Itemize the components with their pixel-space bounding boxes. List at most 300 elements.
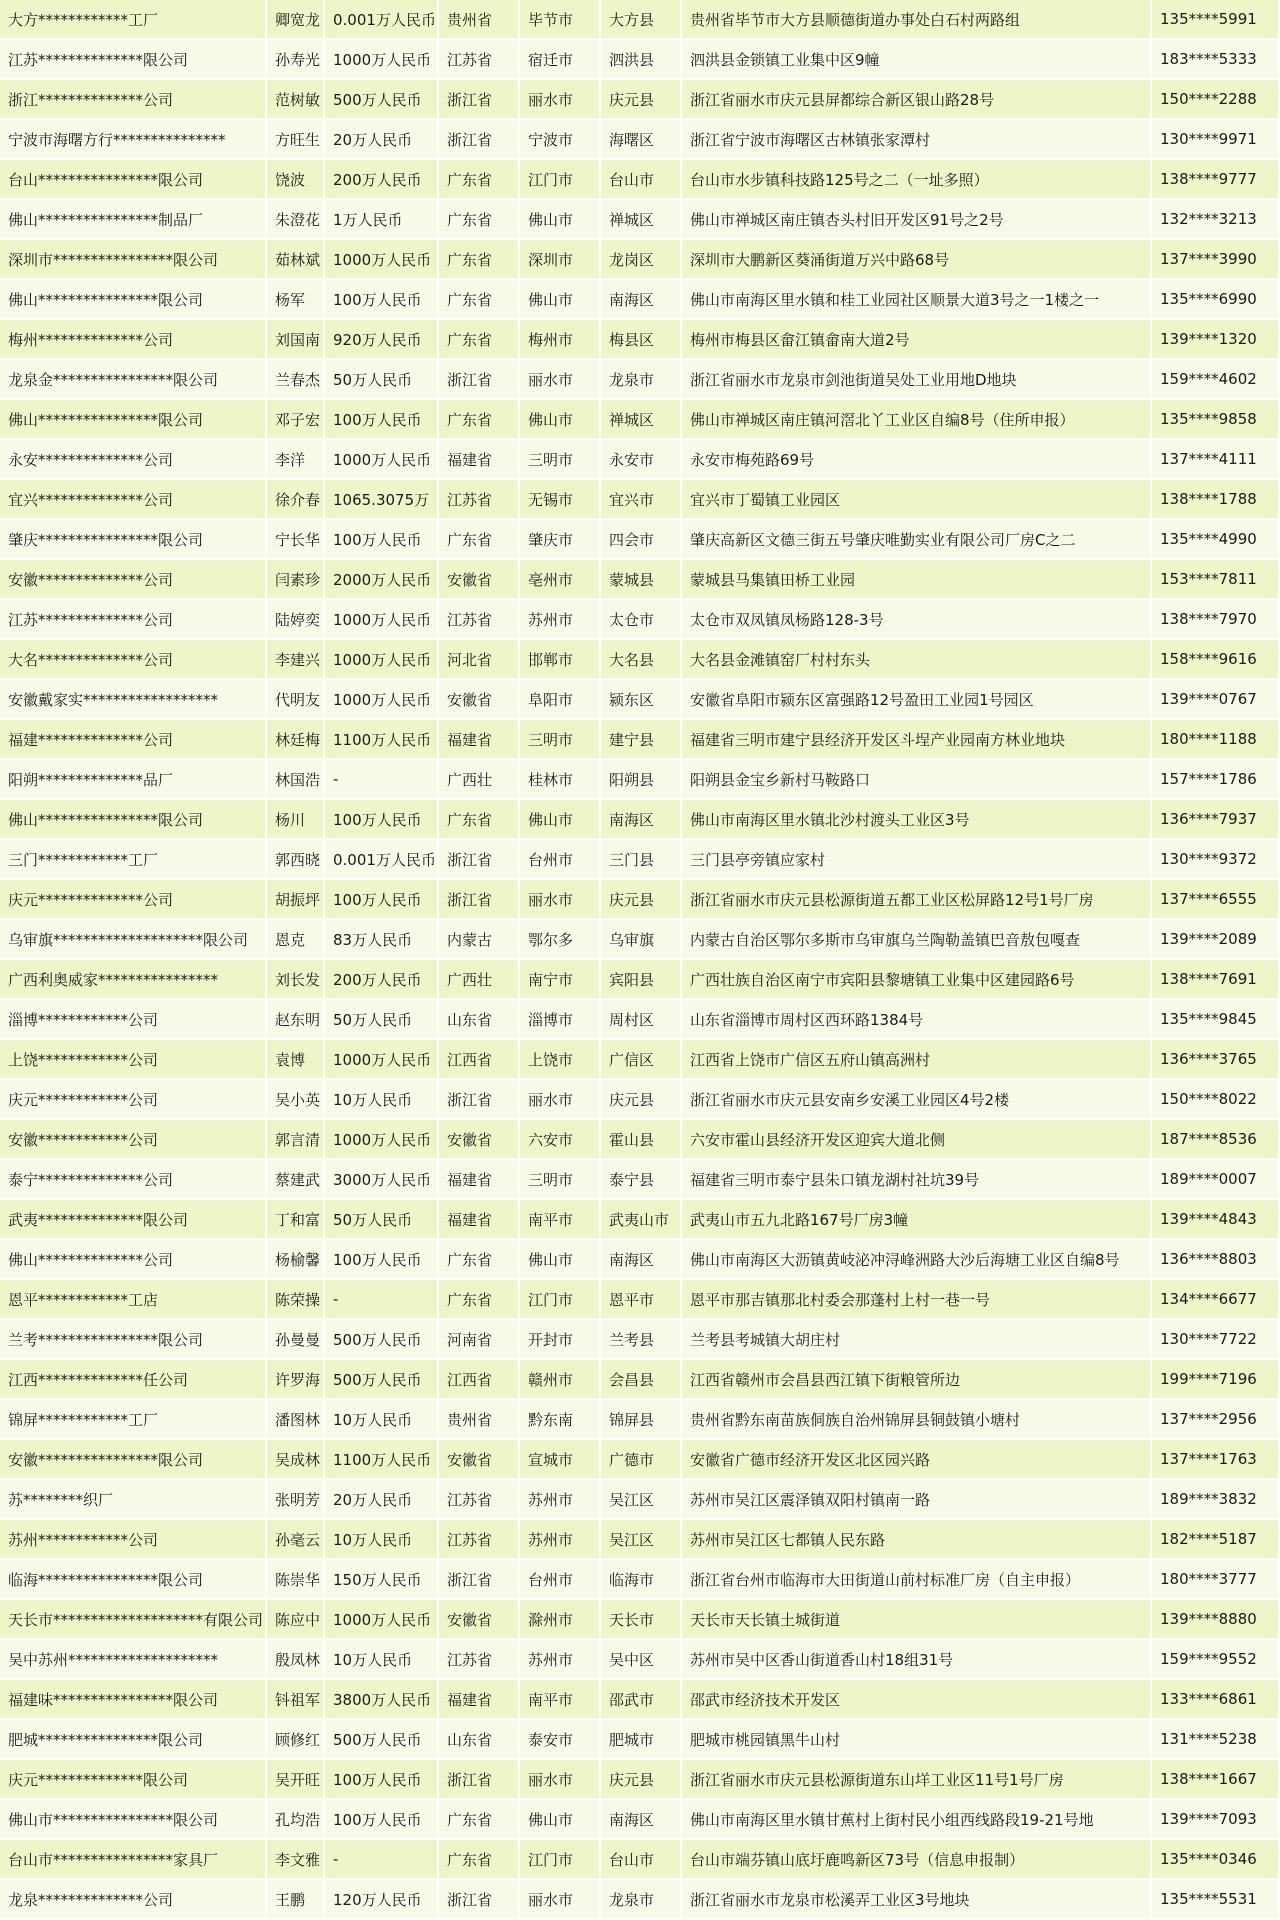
- address-cell: 江西省上饶市广信区五府山镇高洲村: [682, 1040, 1152, 1080]
- address-cell: 浙江省宁波市海曙区古林镇张家潭村: [682, 120, 1152, 160]
- phone-cell: 150****8022: [1152, 1080, 1280, 1120]
- table-row: [0, 1080, 1280, 1120]
- legal-person-cell: 孙寿光: [267, 40, 325, 80]
- district-cell: 南海区: [601, 1240, 682, 1280]
- legal-person-cell: 兰春杰: [267, 360, 325, 400]
- registered-capital-cell: 200万人民币: [325, 960, 439, 1000]
- district-cell: 恩平市: [601, 1280, 682, 1320]
- table-row: [0, 1280, 1280, 1320]
- phone-cell: 158****9616: [1152, 640, 1280, 680]
- district-cell: 宾阳县: [601, 960, 682, 1000]
- province-cell: 浙江省: [439, 1760, 520, 1800]
- province-cell: 江苏省: [439, 600, 520, 640]
- legal-person-cell: 饶波: [267, 160, 325, 200]
- address-cell: 佛山市禅城区南庄镇河滘北丫工业区自编8号（住所申报）: [682, 400, 1152, 440]
- table-row: [0, 1760, 1280, 1800]
- phone-cell: 139****4843: [1152, 1200, 1280, 1240]
- address-cell: 台山市端芬镇山底圩鹿鸣新区73号（信息申报制）: [682, 1840, 1152, 1880]
- company-name-cell: 梅州**************公司: [0, 320, 267, 360]
- legal-person-cell: 郭言清: [267, 1120, 325, 1160]
- address-cell: 阳朔县金宝乡新村马鞍路口: [682, 760, 1152, 800]
- legal-person-cell: 陆婷奕: [267, 600, 325, 640]
- province-cell: 江西省: [439, 1360, 520, 1400]
- province-cell: 广东省: [439, 400, 520, 440]
- address-cell: 山东省淄博市周村区西环路1384号: [682, 1000, 1152, 1040]
- city-cell: 宣城市: [520, 1440, 601, 1480]
- district-cell: 永安市: [601, 440, 682, 480]
- address-cell: 蒙城县马集镇田桥工业园: [682, 560, 1152, 600]
- address-cell: 浙江省丽水市龙泉市剑池街道吴处工业用地D地块: [682, 360, 1152, 400]
- registered-capital-cell: 0.001万人民币: [325, 0, 439, 40]
- company-name-cell: 台山市****************家具厂: [0, 1840, 267, 1880]
- district-cell: 庆元县: [601, 1080, 682, 1120]
- table-row: [0, 1600, 1280, 1640]
- table-row: [0, 80, 1280, 120]
- phone-cell: 135****9858: [1152, 400, 1280, 440]
- legal-person-cell: 王鹏: [267, 1880, 325, 1920]
- address-cell: 肥城市桃园镇黑牛山村: [682, 1720, 1152, 1760]
- table-row: [0, 760, 1280, 800]
- table-row: [0, 280, 1280, 320]
- phone-cell: 137****2956: [1152, 1400, 1280, 1440]
- address-cell: 恩平市那吉镇那北村委会那蓬村上村一巷一号: [682, 1280, 1152, 1320]
- city-cell: 佛山市: [520, 400, 601, 440]
- phone-cell: 139****7093: [1152, 1800, 1280, 1840]
- registered-capital-cell: 3000万人民币: [325, 1160, 439, 1200]
- city-cell: 无锡市: [520, 480, 601, 520]
- district-cell: 梅县区: [601, 320, 682, 360]
- table-row: [0, 1160, 1280, 1200]
- table-row: [0, 360, 1280, 400]
- phone-cell: 135****0346: [1152, 1840, 1280, 1880]
- table-row: [0, 1800, 1280, 1840]
- company-name-cell: 淄博************公司: [0, 1000, 267, 1040]
- address-cell: 浙江省台州市临海市大田街道山前村标准厂房（自主申报）: [682, 1560, 1152, 1600]
- address-cell: 佛山市禅城区南庄镇杏头村旧开发区91号之2号: [682, 200, 1152, 240]
- district-cell: 建宁县: [601, 720, 682, 760]
- city-cell: 三明市: [520, 720, 601, 760]
- registered-capital-cell: 1000万人民币: [325, 1600, 439, 1640]
- phone-cell: 199****7196: [1152, 1360, 1280, 1400]
- city-cell: 开封市: [520, 1320, 601, 1360]
- registered-capital-cell: 1000万人民币: [325, 600, 439, 640]
- legal-person-cell: 赵东明: [267, 1000, 325, 1040]
- address-cell: 兰考县考城镇大胡庄村: [682, 1320, 1152, 1360]
- city-cell: 鄂尔多: [520, 920, 601, 960]
- legal-person-cell: 张明芳: [267, 1480, 325, 1520]
- address-cell: 苏州市吴江区震泽镇双阳村镇南一路: [682, 1480, 1152, 1520]
- city-cell: 南平市: [520, 1200, 601, 1240]
- phone-cell: 180****3777: [1152, 1560, 1280, 1600]
- company-name-cell: 临海****************限公司: [0, 1560, 267, 1600]
- company-name-cell: 福建味****************限公司: [0, 1680, 267, 1720]
- address-cell: 六安市霍山县经济开发区迎宾大道北侧: [682, 1120, 1152, 1160]
- company-name-cell: 吴中苏州********************: [0, 1640, 267, 1680]
- table-row: [0, 1520, 1280, 1560]
- phone-cell: 132****3213: [1152, 200, 1280, 240]
- city-cell: 梅州市: [520, 320, 601, 360]
- city-cell: 桂林市: [520, 760, 601, 800]
- company-name-cell: 佛山市****************限公司: [0, 1800, 267, 1840]
- phone-cell: 137****1763: [1152, 1440, 1280, 1480]
- phone-cell: 182****5187: [1152, 1520, 1280, 1560]
- legal-person-cell: 刘国南: [267, 320, 325, 360]
- province-cell: 山东省: [439, 1000, 520, 1040]
- legal-person-cell: 陈崇华: [267, 1560, 325, 1600]
- table-row: [0, 640, 1280, 680]
- legal-person-cell: 邓子宏: [267, 400, 325, 440]
- registered-capital-cell: 100万人民币: [325, 1800, 439, 1840]
- legal-person-cell: 徐介春: [267, 480, 325, 520]
- company-name-cell: 锦屏************工厂: [0, 1400, 267, 1440]
- city-cell: 淄博市: [520, 1000, 601, 1040]
- province-cell: 广西壮: [439, 760, 520, 800]
- table-row: [0, 1440, 1280, 1480]
- company-name-cell: 三门************工厂: [0, 840, 267, 880]
- address-cell: 广西壮族自治区南宁市宾阳县黎塘镇工业集中区建园路6号: [682, 960, 1152, 1000]
- district-cell: 肥城市: [601, 1720, 682, 1760]
- city-cell: 邯郸市: [520, 640, 601, 680]
- address-cell: 邵武市经济技术开发区: [682, 1680, 1152, 1720]
- address-cell: 浙江省丽水市庆元县松源街道五都工业区松屏路12号1号厂房: [682, 880, 1152, 920]
- company-name-cell: 泰宁**************公司: [0, 1160, 267, 1200]
- legal-person-cell: 卿宽龙: [267, 0, 325, 40]
- phone-cell: 150****2288: [1152, 80, 1280, 120]
- phone-cell: 138****7691: [1152, 960, 1280, 1000]
- address-cell: 三门县亭旁镇应家村: [682, 840, 1152, 880]
- registered-capital-cell: -: [325, 1840, 439, 1880]
- address-cell: 大名县金滩镇窑厂村村东头: [682, 640, 1152, 680]
- table-row: [0, 1400, 1280, 1440]
- registered-capital-cell: 10万人民币: [325, 1080, 439, 1120]
- registered-capital-cell: 100万人民币: [325, 880, 439, 920]
- registered-capital-cell: 100万人民币: [325, 400, 439, 440]
- district-cell: 龙泉市: [601, 1880, 682, 1920]
- district-cell: 广信区: [601, 1040, 682, 1080]
- table-row: [0, 1120, 1280, 1160]
- table-row: [0, 200, 1280, 240]
- registered-capital-cell: -: [325, 760, 439, 800]
- address-cell: 福建省三明市泰宁县朱口镇龙湖村社坑39号: [682, 1160, 1152, 1200]
- table-row: [0, 520, 1280, 560]
- district-cell: 三门县: [601, 840, 682, 880]
- province-cell: 浙江省: [439, 120, 520, 160]
- registered-capital-cell: 100万人民币: [325, 280, 439, 320]
- province-cell: 福建省: [439, 1200, 520, 1240]
- legal-person-cell: 孔均浩: [267, 1800, 325, 1840]
- city-cell: 苏州市: [520, 1520, 601, 1560]
- phone-cell: 137****4111: [1152, 440, 1280, 480]
- address-cell: 武夷山市五九北路167号厂房3幢: [682, 1200, 1152, 1240]
- registered-capital-cell: -: [325, 1280, 439, 1320]
- registered-capital-cell: 100万人民币: [325, 1240, 439, 1280]
- district-cell: 临海市: [601, 1560, 682, 1600]
- province-cell: 浙江省: [439, 1560, 520, 1600]
- registered-capital-cell: 1000万人民币: [325, 440, 439, 480]
- address-cell: 佛山市南海区里水镇甘蕉村上街村民小组西线路段19-21号地: [682, 1800, 1152, 1840]
- company-name-cell: 龙泉金****************限公司: [0, 360, 267, 400]
- city-cell: 丽水市: [520, 1760, 601, 1800]
- city-cell: 台州市: [520, 1560, 601, 1600]
- city-cell: 肇庆市: [520, 520, 601, 560]
- company-name-cell: 兰考****************限公司: [0, 1320, 267, 1360]
- district-cell: 天长市: [601, 1600, 682, 1640]
- registered-capital-cell: 1000万人民币: [325, 40, 439, 80]
- province-cell: 河南省: [439, 1320, 520, 1360]
- district-cell: 邵武市: [601, 1680, 682, 1720]
- district-cell: 四会市: [601, 520, 682, 560]
- registered-capital-cell: 83万人民币: [325, 920, 439, 960]
- city-cell: 佛山市: [520, 200, 601, 240]
- district-cell: 霍山县: [601, 1120, 682, 1160]
- district-cell: 吴中区: [601, 1640, 682, 1680]
- district-cell: 蒙城县: [601, 560, 682, 600]
- legal-person-cell: 刘长发: [267, 960, 325, 1000]
- province-cell: 广东省: [439, 240, 520, 280]
- phone-cell: 139****0767: [1152, 680, 1280, 720]
- table-row: [0, 1880, 1280, 1920]
- province-cell: 安徽省: [439, 680, 520, 720]
- city-cell: 赣州市: [520, 1360, 601, 1400]
- registered-capital-cell: 2000万人民币: [325, 560, 439, 600]
- address-cell: 浙江省丽水市庆元县松源街道东山垟工业区11号1号厂房: [682, 1760, 1152, 1800]
- city-cell: 丽水市: [520, 880, 601, 920]
- registered-capital-cell: 1000万人民币: [325, 1120, 439, 1160]
- registered-capital-cell: 50万人民币: [325, 1000, 439, 1040]
- city-cell: 亳州市: [520, 560, 601, 600]
- district-cell: 海曙区: [601, 120, 682, 160]
- phone-cell: 157****1786: [1152, 760, 1280, 800]
- city-cell: 丽水市: [520, 1880, 601, 1920]
- table-row: [0, 920, 1280, 960]
- district-cell: 大名县: [601, 640, 682, 680]
- district-cell: 会昌县: [601, 1360, 682, 1400]
- table-row: [0, 720, 1280, 760]
- company-name-cell: 肥城****************限公司: [0, 1720, 267, 1760]
- registered-capital-cell: 10万人民币: [325, 1520, 439, 1560]
- province-cell: 广东省: [439, 320, 520, 360]
- province-cell: 浙江省: [439, 1080, 520, 1120]
- phone-cell: 139****2089: [1152, 920, 1280, 960]
- company-name-cell: 天长市********************有限公司: [0, 1600, 267, 1640]
- table-row: [0, 1720, 1280, 1760]
- registered-capital-cell: 500万人民币: [325, 1360, 439, 1400]
- company-name-cell: 大名**************公司: [0, 640, 267, 680]
- address-cell: 江西省赣州市会昌县西江镇下街粮管所边: [682, 1360, 1152, 1400]
- address-cell: 佛山市南海区里水镇北沙村渡头工业区3号: [682, 800, 1152, 840]
- table-row: [0, 1640, 1280, 1680]
- district-cell: 龙泉市: [601, 360, 682, 400]
- company-name-cell: 江西**************任公司: [0, 1360, 267, 1400]
- phone-cell: 159****4602: [1152, 360, 1280, 400]
- company-name-cell: 乌审旗********************限公司: [0, 920, 267, 960]
- district-cell: 南海区: [601, 280, 682, 320]
- city-cell: 六安市: [520, 1120, 601, 1160]
- legal-person-cell: 潘图林: [267, 1400, 325, 1440]
- province-cell: 广东省: [439, 1800, 520, 1840]
- company-name-cell: 安徽**************公司: [0, 560, 267, 600]
- district-cell: 龙岗区: [601, 240, 682, 280]
- phone-cell: 138****9777: [1152, 160, 1280, 200]
- company-name-cell: 江苏**************限公司: [0, 40, 267, 80]
- phone-cell: 183****5333: [1152, 40, 1280, 80]
- table-row: [0, 1480, 1280, 1520]
- province-cell: 广东省: [439, 1240, 520, 1280]
- province-cell: 福建省: [439, 720, 520, 760]
- province-cell: 江苏省: [439, 480, 520, 520]
- province-cell: 广东省: [439, 160, 520, 200]
- company-name-cell: 安徽戴家实******************: [0, 680, 267, 720]
- company-name-cell: 庆元**************公司: [0, 880, 267, 920]
- address-cell: 宜兴市丁蜀镇工业园区: [682, 480, 1152, 520]
- legal-person-cell: 丁和富: [267, 1200, 325, 1240]
- company-name-cell: 深圳市****************限公司: [0, 240, 267, 280]
- province-cell: 浙江省: [439, 1880, 520, 1920]
- legal-person-cell: 胡振坪: [267, 880, 325, 920]
- province-cell: 广东省: [439, 1840, 520, 1880]
- legal-person-cell: 陈应中: [267, 1600, 325, 1640]
- province-cell: 广东省: [439, 200, 520, 240]
- legal-person-cell: 杨榆馨: [267, 1240, 325, 1280]
- city-cell: 宁波市: [520, 120, 601, 160]
- address-cell: 台山市水步镇科技路125号之二（一址多照）: [682, 160, 1152, 200]
- phone-cell: 139****1320: [1152, 320, 1280, 360]
- table-row: [0, 800, 1280, 840]
- city-cell: 江门市: [520, 1840, 601, 1880]
- table-row: [0, 1320, 1280, 1360]
- district-cell: 泰宁县: [601, 1160, 682, 1200]
- address-cell: 永安市梅苑路69号: [682, 440, 1152, 480]
- city-cell: 三明市: [520, 1160, 601, 1200]
- legal-person-cell: 孙曼曼: [267, 1320, 325, 1360]
- table-row: [0, 240, 1280, 280]
- registered-capital-cell: 500万人民币: [325, 1720, 439, 1760]
- address-cell: 贵州省黔东南苗族侗族自治州锦屏县铜鼓镇小塘村: [682, 1400, 1152, 1440]
- province-cell: 内蒙古: [439, 920, 520, 960]
- address-cell: 内蒙古自治区鄂尔多斯市乌审旗乌兰陶勒盖镇巴音敖包嘎查: [682, 920, 1152, 960]
- company-name-cell: 恩平************工店: [0, 1280, 267, 1320]
- address-cell: 贵州省毕节市大方县顺德街道办事处白石村两路组: [682, 0, 1152, 40]
- registered-capital-cell: 20万人民币: [325, 120, 439, 160]
- address-cell: 太仓市双凤镇凤杨路128-3号: [682, 600, 1152, 640]
- province-cell: 广东省: [439, 520, 520, 560]
- phone-cell: 189****0007: [1152, 1160, 1280, 1200]
- registered-capital-cell: 100万人民币: [325, 800, 439, 840]
- legal-person-cell: 范树敏: [267, 80, 325, 120]
- province-cell: 福建省: [439, 1160, 520, 1200]
- province-cell: 河北省: [439, 640, 520, 680]
- city-cell: 毕节市: [520, 0, 601, 40]
- table-row: [0, 880, 1280, 920]
- table-row: [0, 680, 1280, 720]
- phone-cell: 138****1788: [1152, 480, 1280, 520]
- province-cell: 浙江省: [439, 840, 520, 880]
- legal-person-cell: 朱澄花: [267, 200, 325, 240]
- registered-capital-cell: 500万人民币: [325, 1320, 439, 1360]
- company-name-cell: 宁波市海曙方行***************: [0, 120, 267, 160]
- city-cell: 江门市: [520, 160, 601, 200]
- city-cell: 阜阳市: [520, 680, 601, 720]
- city-cell: 苏州市: [520, 600, 601, 640]
- district-cell: 庆元县: [601, 880, 682, 920]
- province-cell: 安徽省: [439, 1600, 520, 1640]
- province-cell: 安徽省: [439, 1440, 520, 1480]
- district-cell: 吴江区: [601, 1480, 682, 1520]
- legal-person-cell: 林廷梅: [267, 720, 325, 760]
- phone-cell: 180****1188: [1152, 720, 1280, 760]
- district-cell: 周村区: [601, 1000, 682, 1040]
- district-cell: 吴江区: [601, 1520, 682, 1560]
- phone-cell: 138****7970: [1152, 600, 1280, 640]
- company-name-cell: 佛山****************限公司: [0, 800, 267, 840]
- phone-cell: 137****6555: [1152, 880, 1280, 920]
- company-name-cell: 安徽****************限公司: [0, 1440, 267, 1480]
- table-row: [0, 160, 1280, 200]
- phone-cell: 138****1667: [1152, 1760, 1280, 1800]
- table-row: [0, 0, 1280, 40]
- district-cell: 阳朔县: [601, 760, 682, 800]
- table-row: [0, 480, 1280, 520]
- table-row: [0, 1560, 1280, 1600]
- company-name-cell: 浙江**************公司: [0, 80, 267, 120]
- city-cell: 佛山市: [520, 1800, 601, 1840]
- city-cell: 深圳市: [520, 240, 601, 280]
- registered-capital-cell: 150万人民币: [325, 1560, 439, 1600]
- company-name-cell: 大方************工厂: [0, 0, 267, 40]
- registered-capital-cell: 100万人民币: [325, 1760, 439, 1800]
- province-cell: 浙江省: [439, 360, 520, 400]
- district-cell: 广德市: [601, 1440, 682, 1480]
- district-cell: 泗洪县: [601, 40, 682, 80]
- phone-cell: 130****9372: [1152, 840, 1280, 880]
- address-cell: 福建省三明市建宁县经济开发区斗埕产业园南方林业地块: [682, 720, 1152, 760]
- legal-person-cell: 茹林斌: [267, 240, 325, 280]
- registered-capital-cell: 10万人民币: [325, 1400, 439, 1440]
- legal-person-cell: 吴成林: [267, 1440, 325, 1480]
- registered-capital-cell: 1100万人民币: [325, 1440, 439, 1480]
- city-cell: 佛山市: [520, 800, 601, 840]
- registered-capital-cell: 50万人民币: [325, 1200, 439, 1240]
- company-name-cell: 永安**************公司: [0, 440, 267, 480]
- phone-cell: 135****5991: [1152, 0, 1280, 40]
- company-name-cell: 安徽************公司: [0, 1120, 267, 1160]
- company-name-cell: 福建**************公司: [0, 720, 267, 760]
- city-cell: 苏州市: [520, 1640, 601, 1680]
- table-row: [0, 1040, 1280, 1080]
- table-row: [0, 840, 1280, 880]
- address-cell: 浙江省丽水市庆元县屏都综合新区银山路28号: [682, 80, 1152, 120]
- company-name-cell: 苏********织厂: [0, 1480, 267, 1520]
- registered-capital-cell: 1000万人民币: [325, 240, 439, 280]
- legal-person-cell: 许罗海: [267, 1360, 325, 1400]
- legal-person-cell: 孙毫云: [267, 1520, 325, 1560]
- company-name-cell: 庆元**************限公司: [0, 1760, 267, 1800]
- legal-person-cell: 代明友: [267, 680, 325, 720]
- province-cell: 广东省: [439, 800, 520, 840]
- legal-person-cell: 吴开旺: [267, 1760, 325, 1800]
- city-cell: 佛山市: [520, 1240, 601, 1280]
- registered-capital-cell: 200万人民币: [325, 160, 439, 200]
- district-cell: 大方县: [601, 0, 682, 40]
- city-cell: 南宁市: [520, 960, 601, 1000]
- address-cell: 肇庆高新区文德三街五号肇庆唯勤实业有限公司厂房C之二: [682, 520, 1152, 560]
- city-cell: 丽水市: [520, 80, 601, 120]
- legal-person-cell: 林国浩: [267, 760, 325, 800]
- district-cell: 禅城区: [601, 400, 682, 440]
- address-cell: 佛山市南海区大沥镇黄岐泌冲浔峰洲路大沙后海塘工业区自编8号: [682, 1240, 1152, 1280]
- company-name-cell: 台山****************限公司: [0, 160, 267, 200]
- phone-cell: 136****3765: [1152, 1040, 1280, 1080]
